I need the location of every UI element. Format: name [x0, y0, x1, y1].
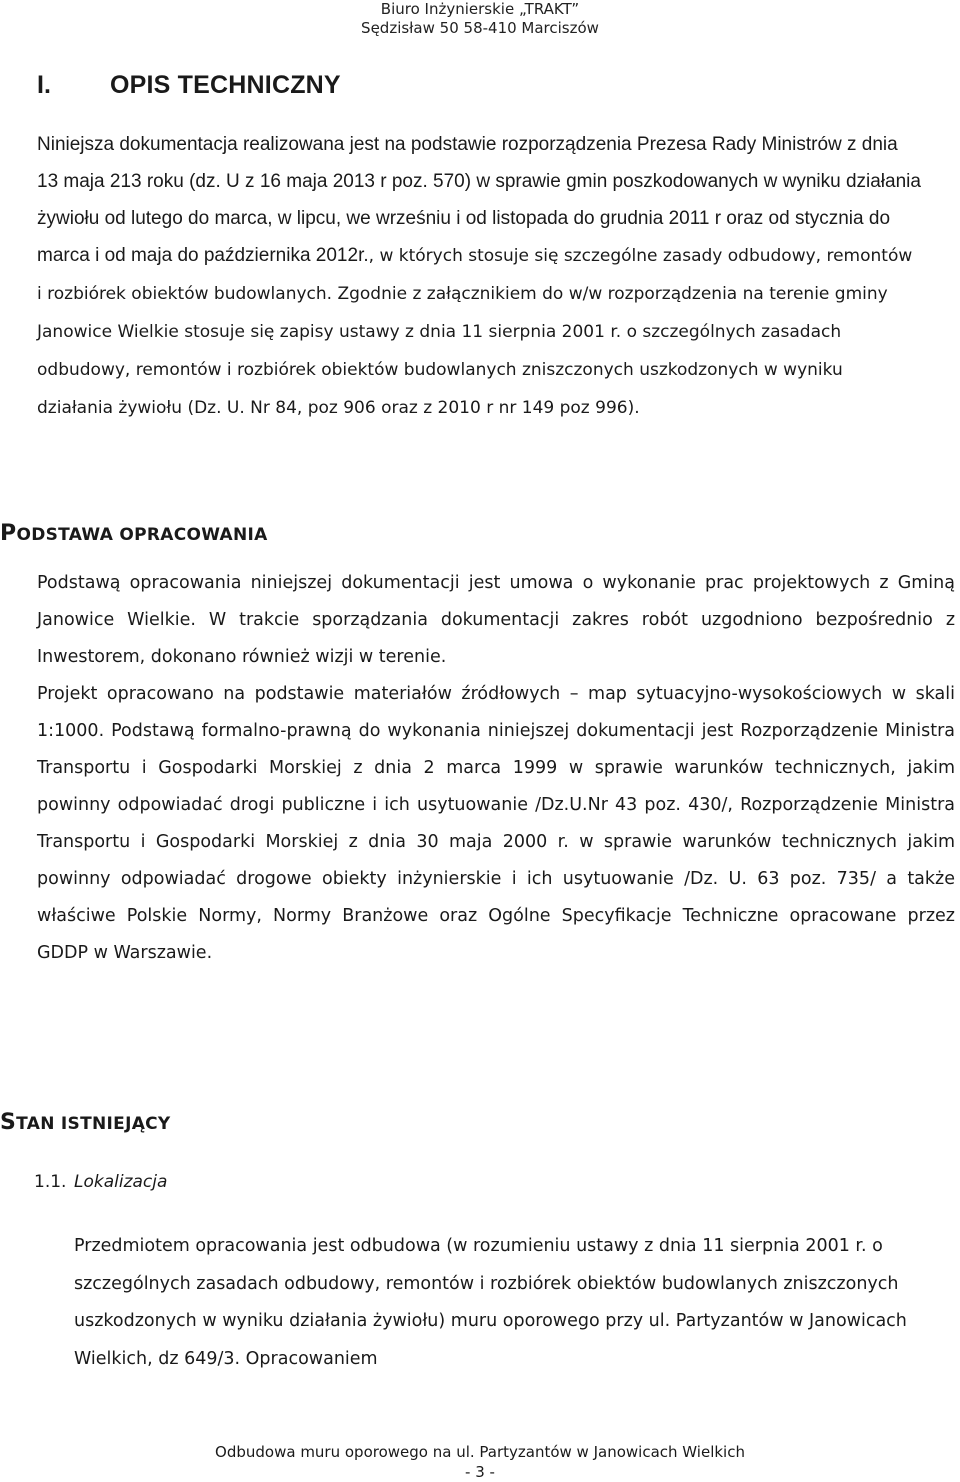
- heading-rest: ODSTAWA OPRACOWANIA: [16, 525, 268, 545]
- podstawa-paragraph-1: Podstawą opracowania niniejszej dokumentacji jest umowa o wykonanie prac projektowych z Gminą Janowice Wielkie. W trakcie sporządzania dokumentacji zakres robót uzgodniono bezpośrednio z Inwestorem, dokonano również wizji w terenie.: [37, 573, 955, 667]
- paragraph-part-2: , w których stosuje się szczególne zasady odbudowy, remontów i rozbiórek obiektów budowlanych.: [37, 246, 913, 304]
- paragraph-part-3: Zgodnie z załącznikiem do w/w rozporządzenia na terenie gminy Janowice Wielkie stosuje się zapisy ustawy z dnia 11 sierpnia 2001 r. o szczególnych zasadach odbudowy, remontów i rozbiórek obiektów budowlanych zniszczonych uszkodzonych w wyniku działania żywiołu (Dz. U. Nr 84, poz 906 oraz z 2010 r nr 149 poz 996).: [37, 284, 888, 418]
- header-address: Sędzisław 50 58-410 Marciszów: [361, 19, 599, 37]
- heading-initial: P: [0, 521, 17, 546]
- subsection-number: 1.1.: [34, 1172, 67, 1192]
- section-number: I.: [37, 71, 51, 99]
- heading-rest: TAN ISTNIEJĄCY: [16, 1114, 171, 1134]
- header-company: Biuro Inżynierskie „TRAKT”: [380, 0, 580, 18]
- subsection-title: Lokalizacja: [74, 1172, 168, 1192]
- podstawa-paragraph-2: Projekt opracowano na podstawie materiałów źródłowych – map sytuacyjno-wysokościowych w skali 1:1000. Podstawą formalno-prawną do wykonania niniejszej dokumentacji jest Rozporządzenie Ministra Transportu i Gospodarki Morskiej z dnia 2 marca 1999 w sprawie warunków technicznych, jakim powinny odpowiadać drogi publiczne i ich usytuowanie /Dz.U.Nr 43 poz. 430/, Rozporządzenie Ministra Transportu i Gospodarki Morskiej z dnia 30 maja 2000 r. w sprawie warunków technicznych jakim powinny odpowiadać drogowe obiekty inżynierskie i ich usytuowanie /Dz. U. 63 poz. 735/ a także właściwe Polskie Normy, Normy Branżowe oraz Ogólne Specyfikacje Techniczne opracowane przez GDDP w Warszawie.: [37, 684, 955, 963]
- footer-title: Odbudowa muru oporowego na ul. Partyzantów w Janowicach Wielkich: [215, 1443, 745, 1461]
- page-number: - 3 -: [465, 1463, 495, 1481]
- podstawa-body: [37, 565, 955, 972]
- heading-initial: S: [0, 1110, 17, 1135]
- paragraph-part-1: Niniejsza dokumentacja realizowana jest na podstawie rozporządzenia Prezesa Rady Ministrów z dnia 13 maja 213 roku (dz. U z 16 maja 2013 r poz. 570) w sprawie gmin poszkodowanych w wyniku działania żywiołu od lutego do marca, w lipcu, we wrześniu i od listopada do grudnia 2011 r oraz od stycznia do marca i od maja do października 2012r.: [37, 134, 921, 266]
- podstawa-heading: [0, 521, 268, 546]
- lokalizacja-paragraph: Przedmiotem opracowania jest odbudowa (w rozumieniu ustawy z dnia 11 sierpnia 2001 r. o szczególnych zasadach odbudowy, remontów i rozbiórek obiektów budowlanych zniszczonych uszkodzonych w wyniku działania żywiołu) muru oporowego przy ul. Partyzantów w Janowicach Wielkich, dz 649/3. Opracowaniem: [74, 1236, 907, 1369]
- section1-paragraph: [37, 126, 922, 427]
- stan-heading: [0, 1110, 171, 1135]
- section-title: OPIS TECHNICZNY: [110, 71, 341, 99]
